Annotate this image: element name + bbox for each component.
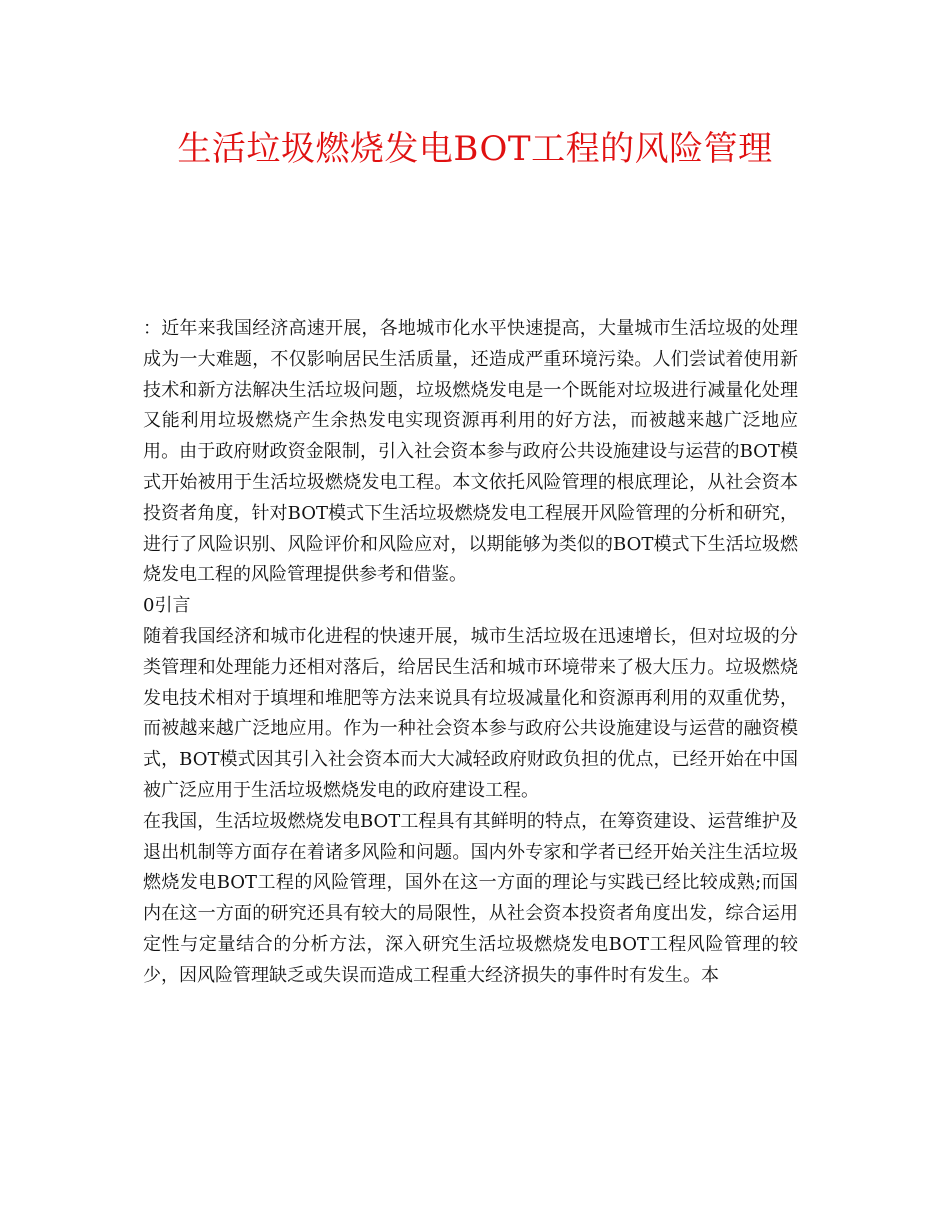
body-paragraph: 在我国，生活垃圾燃烧发电BOT工程具有其鲜明的特点，在筹资建设、运营维护及退出机制等方面存在着诸多风险和问题。国内外专家和学者已经开始关注生活垃圾燃烧发电BOT工程的风险管理，国外在这一方面的理论与实践已经比较成熟;而国内在这一方面的研究还具有较大的局限性，从社会资本投资者角度出发，综合运用定性与定量结合的分析方法，深入研究生活垃圾燃烧发电BOT工程风险管理的较少，因风险管理缺乏或失误而造成工程重大经济损失的事件时有发生。本 (143, 810, 798, 986)
document-body (143, 314, 798, 992)
abstract-paragraph: ：近年来我国经济高速开展，各地城市化水平快速提高，大量城市生活垃圾的处理成为一大难题，不仅影响居民生活质量，还造成严重环境污染。人们尝试着使用新技术和新方法解决生活垃圾问题，垃圾燃烧发电是一个既能对垃圾进行减量化处理又能利用垃圾燃烧产生余热发电实现资源再利用的好方法，而被越来越广泛地应用。由于政府财政资金限制，引入社会资本参与政府公共设施建设与运营的BOT模式开始被用于生活垃圾燃烧发电工程。本文依托风险管理的根底理论，从社会资本投资者角度，针对BOT模式下生活垃圾燃烧发电工程展开风险管理的分析和研究，进行了风险识别、风险评价和风险应对，以期能够为类似的BOT模式下生活垃圾燃烧发电工程的风险管理提供参考和借鉴。 (143, 318, 798, 586)
section-heading-introduction: 0引言 (143, 595, 191, 617)
document-title: 生活垃圾燃烧发电BOT工程的风险管理 (177, 129, 773, 169)
body-paragraph: 随着我国经济和城市化进程的快速开展，城市生活垃圾在迅速增长，但对垃圾的分类管理和处理能力还相对落后，给居民生活和城市环境带来了极大压力。垃圾燃烧发电技术相对于填埋和堆肥等方法来说具有垃圾减量化和资源再利用的双重优势，而被越来越广泛地应用。作为一种社会资本参与政府公共设施建设与运营的融资模式，BOT模式因其引入社会资本而大大减轻政府财政负担的优点，已经开始在中国被广泛应用于生活垃圾燃烧发电的政府建设工程。 (143, 625, 798, 801)
